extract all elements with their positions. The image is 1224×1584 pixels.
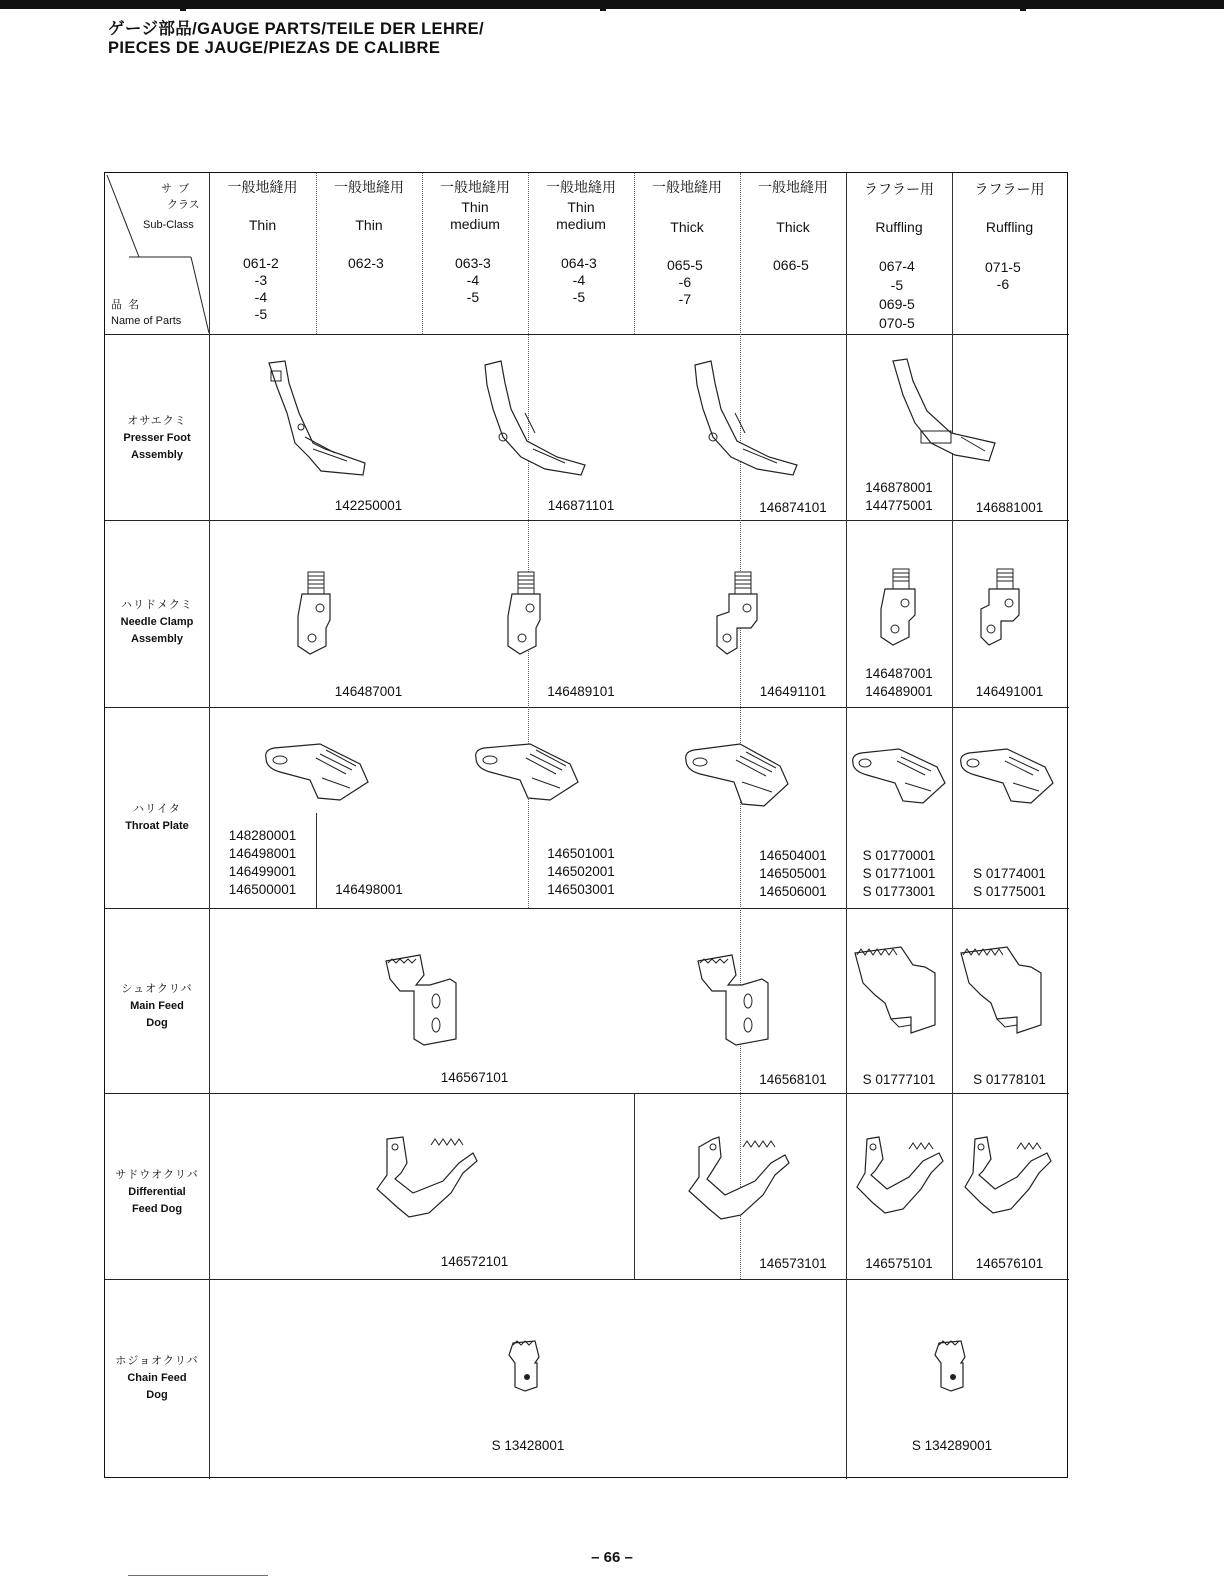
column-separator [209,173,210,1479]
row-separator [105,334,1069,335]
chain-feed-dog-illustration [505,1337,545,1397]
part-number: 146487001 [334,684,403,699]
title-line-2: PIECES DE JAUGE/PIEZAS DE CALIBRE [108,39,441,57]
needle-clamp-illustration [290,568,350,668]
throat-plate-illustration [260,738,380,808]
presser-foot-illustration [255,353,385,483]
main-feed-dog-illustration [692,951,782,1051]
column-fabric: Thick [776,219,810,235]
part-number: 146874101 [759,500,827,515]
needle-clamp-illustration [500,568,560,668]
page-title [108,20,484,58]
column-separator [422,173,423,334]
column-separator [634,173,635,334]
throat-plate-illustration [470,738,590,808]
needle-clamp-illustration [873,565,933,655]
page-number: – 66 – [591,1549,633,1566]
part-number: S 134289001 [911,1438,993,1453]
column-use-jp: 一般地縫用 [758,179,828,195]
row-separator [105,1279,1069,1280]
corner-hinmei-jp: 品 名 [111,299,140,311]
column-use-jp: 一般地縫用 [440,179,510,195]
differential-feed-dog-illustration [853,1133,949,1229]
gauge-parts-table [104,172,1068,1478]
presser-foot-illustration [465,353,595,483]
column-use-jp: 一般地縫用 [652,179,722,195]
row-separator [105,908,1069,909]
part-number: 146504001 146505001 146506001 [759,848,827,899]
part-number: 146567101 [440,1070,509,1085]
part-number: S 01774001 S 01775001 [973,866,1046,899]
part-number: S 01778101 [973,1072,1046,1087]
part-number: 146572101 [440,1254,509,1269]
row-label-jp: ハリイタ [133,803,181,815]
row-label-chain-feed-dog [105,1353,209,1404]
presser-foot-illustration [677,353,807,483]
corner-sub-class: Sub-Class [143,219,194,231]
part-number: 146501001 146502001 146503001 [547,846,615,897]
part-number: 146878001 144775001 [865,480,933,513]
column-use-jp: ラフラー用 [864,181,934,197]
differential-feed-dog-illustration [685,1133,795,1229]
main-feed-dog-illustration [380,951,470,1051]
row-label-presser-foot [105,413,209,464]
row-label-main-feed-dog [105,981,209,1032]
column-models: 061-2 -3 -4 -5 [243,255,279,322]
throat-plate-illustration [957,743,1061,813]
part-number: 146489101 [547,684,615,699]
footer-link-underline [128,1575,268,1576]
column-use-jp: ラフラー用 [974,181,1045,197]
part-number: 146576101 [975,1256,1044,1271]
throat-plate-illustration [680,738,800,813]
part-number: S 13428001 [491,1438,565,1453]
column-separator [316,173,317,334]
row-label-jp: シュオクリバ [121,983,193,995]
column-separator [846,173,847,1479]
differential-feed-dog-illustration [961,1133,1057,1229]
part-number: 146568101 [759,1072,827,1087]
row-separator [105,707,1069,708]
row-label-en: Differential Feed Dog [128,1186,186,1215]
chain-feed-dog-illustration [931,1337,971,1397]
part-number: 146871101 [547,498,615,513]
column-fabric: Ruffling [985,219,1034,235]
part-number: 146881001 [975,500,1044,515]
column-fabric: Thick [670,219,704,235]
row-label-en: Throat Plate [125,820,189,832]
column-models: 067-4 -5 069-5 070-5 [879,258,915,331]
row-label-jp: サドウオクリバ [115,1169,199,1181]
column-fabric: Thin medium [450,199,500,232]
part-number: 146573101 [759,1256,827,1271]
needle-clamp-illustration [975,565,1035,655]
part-number: 148280001 146498001 146499001 146500001 [228,828,297,897]
row-label-en: Presser Foot Assembly [123,432,191,461]
differential-feed-dog-illustration [373,1133,483,1229]
column-fabric: Thin medium [556,199,606,232]
corner-name-of-parts: Name of Parts [111,315,182,327]
row-label-jp: ホジョオクリバ [115,1355,199,1367]
main-feed-dog-illustration [851,943,949,1043]
row-label-needle-clamp [105,597,209,648]
corner-class-jp: クラス [167,199,200,211]
column-separator [740,173,741,1279]
main-feed-dog-illustration [957,943,1055,1043]
top-border-bar [0,0,1224,9]
row-separator [105,520,1069,521]
part-number: S 01777101 [862,1072,936,1087]
row-label-throat-plate [105,801,209,835]
row-label-en: Chain Feed Dog [127,1372,187,1401]
column-models: 071-5 -6 [985,259,1021,292]
title-line-1: ゲージ部品/GAUGE PARTS/TEILE DER LEHRE/ [108,20,484,38]
presser-foot-illustration [865,351,1015,471]
throat-plate-illustration [849,743,953,813]
column-models: 064-3 -4 -5 [561,255,597,305]
column-models: 063-3 -4 -5 [455,255,491,305]
part-number: 146491001 [975,684,1044,699]
row-label-jp: ハリドメクミ [121,599,193,611]
column-use-jp: 一般地縫用 [227,179,298,195]
part-number: 146575101 [865,1256,933,1271]
row-label-en: Needle Clamp Assembly [120,616,194,645]
part-number: S 01770001 S 01771001 S 01773001 [862,848,936,899]
corner-sub-jp: サ ブ [161,183,190,195]
needle-clamp-illustration [713,568,773,668]
part-number: 146498001 [335,882,403,897]
part-number: 142250001 [334,498,403,513]
row-label-jp: オサエクミ [127,415,187,427]
column-separator [952,173,953,1279]
column-fabric: Thin [248,217,277,233]
column-use-jp: 一般地縫用 [334,179,404,195]
column-fabric: Ruffling [875,219,923,235]
column-models: 066-5 [773,257,809,273]
row-label-en: Main Feed Dog [130,1000,184,1029]
column-fabric: Thin [355,217,383,233]
top-border-gap [0,9,1224,11]
column-models: 062-3 [348,255,384,271]
row-separator [105,1093,1069,1094]
row-label-differential-feed-dog [105,1167,209,1218]
column-separator [634,1093,635,1279]
column-models: 065-5 -6 -7 [667,257,703,307]
column-use-jp: 一般地縫用 [546,179,616,195]
part-number: 146491101 [759,684,827,699]
part-number: 146487001 146489001 [865,666,933,699]
